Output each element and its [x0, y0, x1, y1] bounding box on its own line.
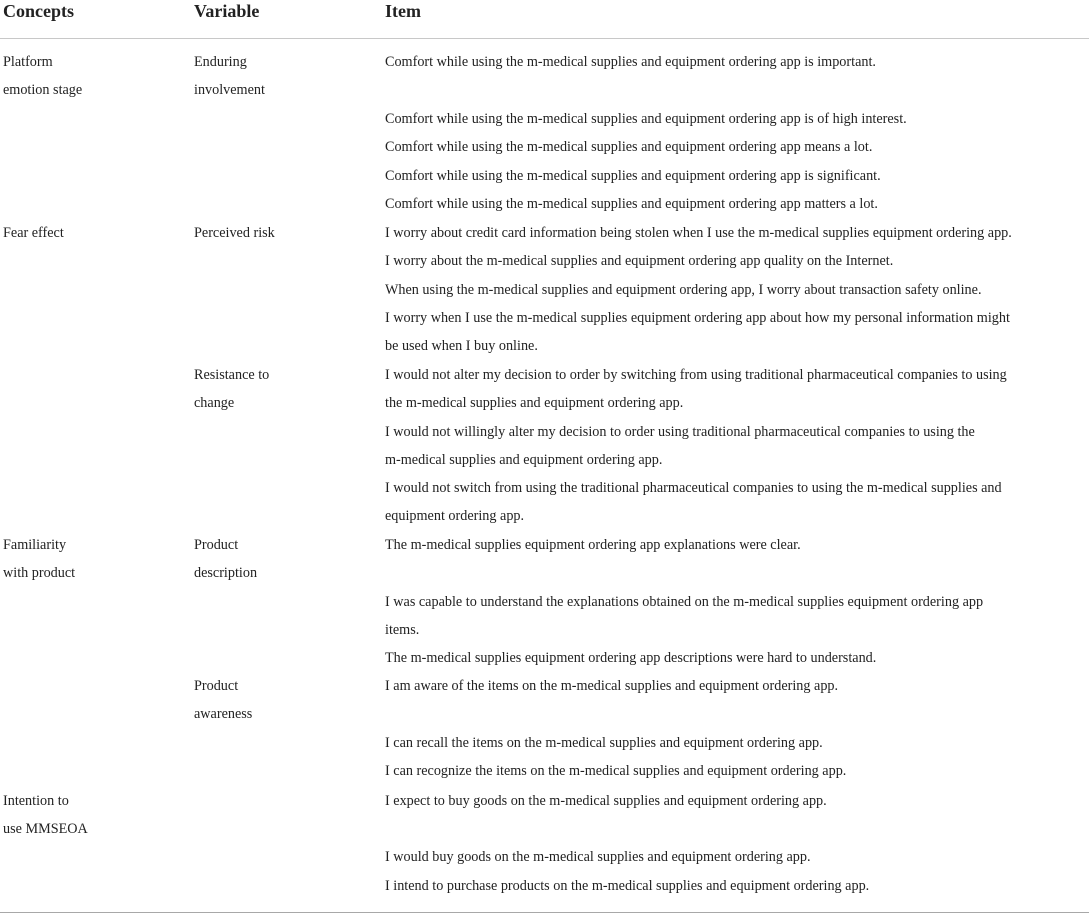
item-cell: I would not willingly alter my decision to order using traditional pharmaceutical companies to using the: [385, 424, 975, 440]
variable-cell: Product: [194, 678, 239, 694]
variable-cell: Resistance to: [194, 367, 270, 383]
item-cell: the m-medical supplies and equipment ordering app.: [385, 395, 684, 412]
bottom-rule: [0, 912, 1089, 913]
item-cell: I would not switch from using the traditional pharmaceutical companies to using the m-medical supplies and: [385, 480, 1002, 496]
variable-cell: Product: [194, 537, 239, 553]
concept-cell: Fear effect: [3, 225, 64, 241]
item-cell: equipment ordering app.: [385, 508, 525, 525]
concept-cell: with product: [3, 565, 76, 582]
concept-cell: Intention to: [3, 793, 69, 809]
item-cell: Comfort while using the m-medical supplies and equipment ordering app matters a lot.: [385, 196, 878, 212]
item-cell: I worry about the m-medical supplies and equipment ordering app quality on the Internet.: [385, 253, 894, 269]
variable-cell: Perceived risk: [194, 225, 275, 241]
item-cell: I would not alter my decision to order by switching from using traditional pharmaceutical companies to using: [385, 367, 1007, 383]
item-cell: m-medical supplies and equipment ordering app.: [385, 452, 663, 469]
item-cell: I worry when I use the m-medical supplies equipment ordering app about how my personal information might: [385, 310, 1010, 326]
header-rule: [0, 38, 1089, 39]
item-cell: I worry about credit card information being stolen when I use the m-medical supplies equipment ordering app.: [385, 225, 1012, 241]
item-cell: The m-medical supplies equipment ordering app descriptions were hard to understand.: [385, 650, 877, 666]
item-cell: I am aware of the items on the m-medical supplies and equipment ordering app.: [385, 678, 839, 694]
concept-cell: Familiarity: [3, 537, 67, 553]
item-cell: Comfort while using the m-medical supplies and equipment ordering app is significant.: [385, 168, 881, 184]
concept-cell: emotion stage: [3, 82, 83, 99]
item-cell: Comfort while using the m-medical supplies and equipment ordering app is important.: [385, 54, 876, 70]
item-cell: be used when I buy online.: [385, 338, 538, 355]
item-cell: I expect to buy goods on the m-medical supplies and equipment ordering app.: [385, 793, 827, 809]
item-cell: When using the m-medical supplies and equipment ordering app, I worry about transaction safety online.: [385, 282, 982, 298]
concept-cell: Platform: [3, 54, 53, 70]
item-cell: The m-medical supplies equipment ordering app explanations were clear.: [385, 537, 801, 553]
item-cell: I can recognize the items on the m-medical supplies and equipment ordering app.: [385, 763, 847, 779]
variable-cell: change: [194, 395, 235, 412]
header-variable: Variable: [194, 1, 260, 21]
item-cell: I can recall the items on the m-medical supplies and equipment ordering app.: [385, 735, 823, 751]
concept-cell: use MMSEOA: [3, 821, 88, 838]
item-cell: Comfort while using the m-medical supplies and equipment ordering app is of high interest.: [385, 111, 907, 127]
header-concepts: Concepts: [3, 1, 74, 21]
variable-cell: awareness: [194, 706, 253, 723]
variable-cell: involvement: [194, 82, 265, 99]
variable-cell: Enduring: [194, 54, 247, 70]
header-item: Item: [385, 1, 421, 21]
item-cell: Comfort while using the m-medical supplies and equipment ordering app means a lot.: [385, 139, 873, 155]
item-cell: items.: [385, 622, 420, 639]
variable-cell: description: [194, 565, 258, 582]
item-cell: I intend to purchase products on the m-medical supplies and equipment ordering app.: [385, 878, 870, 894]
item-cell: I would buy goods on the m-medical supplies and equipment ordering app.: [385, 849, 811, 865]
item-cell: I was capable to understand the explanations obtained on the m-medical supplies equipment ordering app: [385, 594, 984, 610]
